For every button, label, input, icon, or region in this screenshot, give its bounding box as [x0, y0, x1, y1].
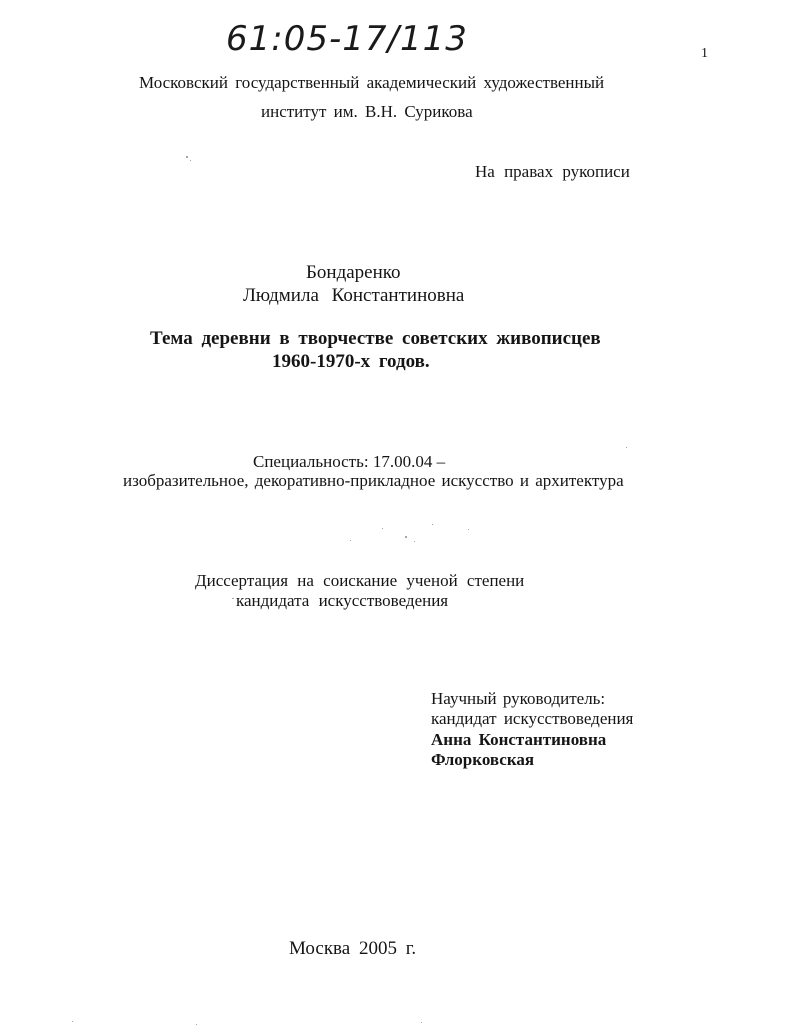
handwritten-archive-code: 61:05-17/113	[226, 19, 468, 59]
city-and-year: Москва 2005 г.	[289, 938, 417, 959]
thesis-title-line-1: Тема деревни в творчестве советских живописцев	[150, 328, 601, 349]
institution-line-1: Московский государственный академический художественный	[139, 73, 605, 92]
institution-line-2: институт им. В.Н. Сурикова	[261, 102, 473, 121]
author-surname: Бондаренко	[306, 262, 401, 283]
supervisor-degree: кандидат искусствоведения	[431, 709, 634, 728]
specialty-code: Специальность: 17.00.04 –	[253, 452, 446, 471]
degree-statement-line-1: Диссертация на соискание ученой степени	[195, 571, 525, 590]
degree-statement-line-2: кандидата искусствоведения	[236, 591, 449, 610]
manuscript-rights-note: На правах рукописи	[475, 162, 630, 181]
supervisor-name-line-1: Анна Константиновна	[431, 730, 607, 749]
specialty-name: изобразительное, декоративно-прикладное искусство и архитектура	[123, 471, 624, 490]
author-given-names: Людмила Константиновна	[243, 285, 465, 306]
thesis-title-line-2: 1960-1970-х годов.	[272, 351, 430, 372]
supervisor-label: Научный руководитель:	[431, 689, 606, 708]
supervisor-name-line-2: Флорковская	[431, 750, 535, 769]
page-number: 1	[701, 46, 708, 61]
